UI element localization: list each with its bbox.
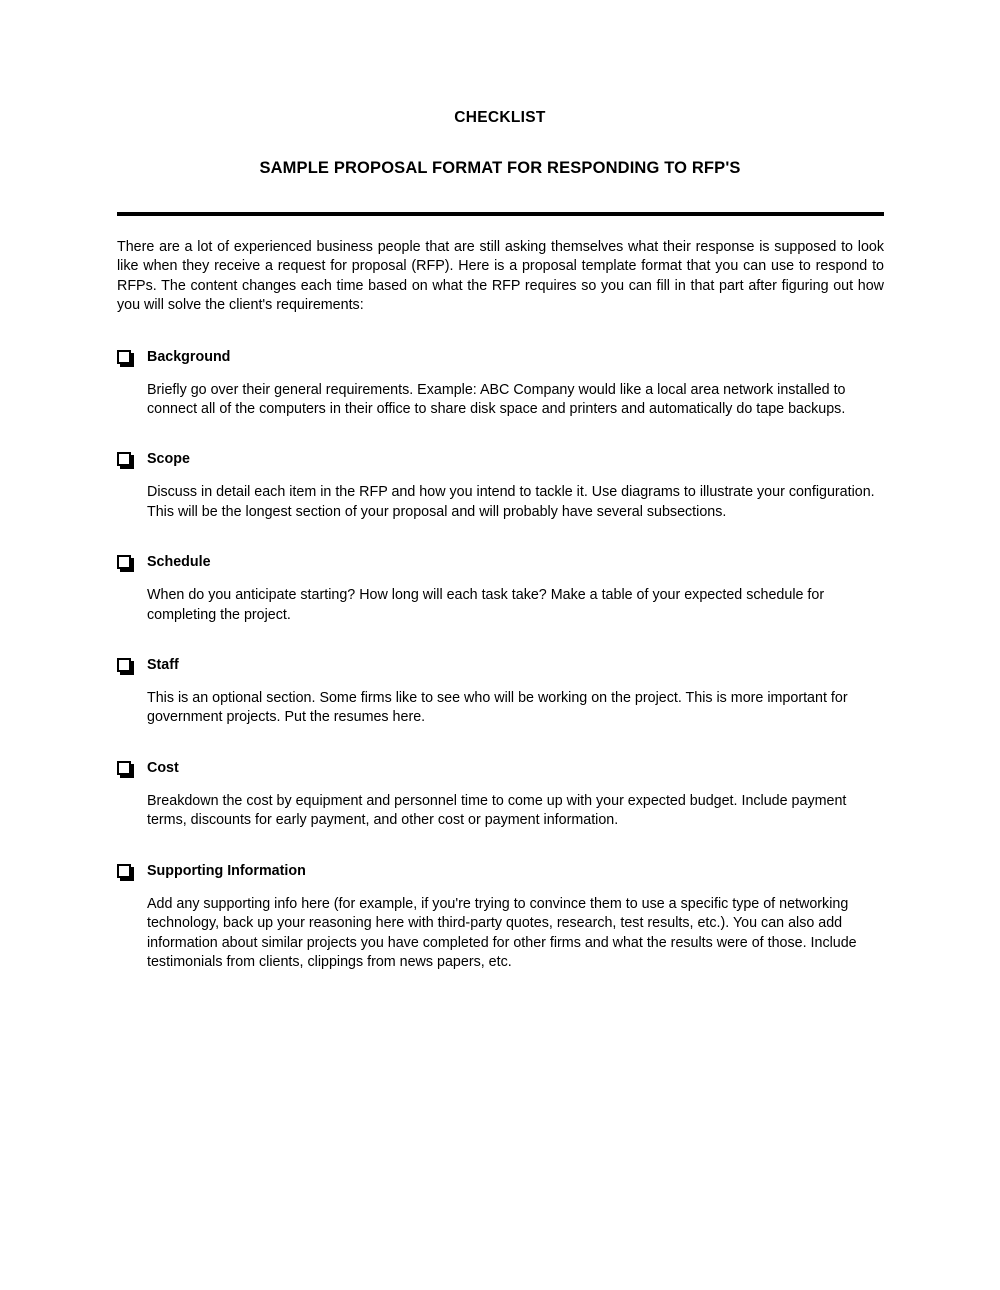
section-heading bbox=[117, 348, 884, 366]
section-label: Background bbox=[147, 348, 231, 365]
section-heading bbox=[117, 656, 884, 674]
section-staff bbox=[117, 656, 884, 728]
section-label: Supporting Information bbox=[147, 862, 306, 879]
section-schedule bbox=[117, 553, 884, 625]
checkbox-icon[interactable] bbox=[117, 452, 131, 466]
intro-paragraph: There are a lot of experienced business people that are still asking themselves what their response is supposed to look like when they receive a request for proposal (RFP). Here is a proposal template format that you can use to respond to RFPs. The content changes each time based on what the RFP requires so you can fill in that part after figuring out how you will solve the client's requirements: bbox=[117, 239, 884, 314]
page-title: CHECKLIST bbox=[454, 109, 546, 126]
checkbox-icon[interactable] bbox=[117, 658, 131, 672]
section-label: Scope bbox=[147, 451, 190, 468]
section-body: This is an optional section. Some firms like to see who will be working on the project. This is more important for government projects. Put the resumes here. bbox=[147, 690, 848, 726]
section-supporting-information bbox=[117, 862, 884, 973]
section-body: When do you anticipate starting? How long will each task take? Make a table of your expected schedule for completing the project. bbox=[147, 587, 825, 623]
title-block bbox=[0, 108, 1000, 179]
section-label: Staff bbox=[147, 657, 179, 674]
checkbox-icon[interactable] bbox=[117, 555, 131, 569]
section-body: Breakdown the cost by equipment and personnel time to come up with your expected budget. Include payment terms, discounts for early payment, and other cost or payment information. bbox=[147, 792, 847, 829]
section-cost bbox=[117, 759, 884, 831]
section-heading bbox=[117, 759, 884, 777]
section-body: Briefly go over their general requirements. Example: ABC Company would like a local area network installed to connect all of the computers in their office to share disk space and printers and automatically do tape backups. bbox=[147, 381, 846, 418]
section-heading bbox=[117, 553, 884, 571]
section-body: Discuss in detail each item in the RFP and how you intend to tackle it. Use diagrams to illustrate your configuration. This will be the longest section of your proposal and will probably have several subsections. bbox=[147, 484, 875, 520]
checkbox-icon[interactable] bbox=[117, 761, 131, 775]
section-label: Cost bbox=[147, 759, 179, 776]
document-content bbox=[117, 238, 884, 972]
header-divider bbox=[117, 212, 884, 216]
section-heading bbox=[117, 450, 884, 468]
checkbox-icon[interactable] bbox=[117, 864, 131, 878]
section-background bbox=[117, 348, 884, 420]
page-subtitle: SAMPLE PROPOSAL FORMAT FOR RESPONDING TO RFP'S bbox=[259, 159, 741, 177]
section-heading bbox=[117, 862, 884, 880]
section-scope bbox=[117, 450, 884, 522]
section-body: Add any supporting info here (for example, if you're trying to convince them to use a specific type of networking technology, back up your reasoning here with third-party quotes, research, test results, etc.). You can also add information about similar projects you have completed for other firms and what the results were of those. Include testimonials from clients, clippings from news papers, etc. bbox=[147, 895, 857, 970]
section-label: Schedule bbox=[147, 554, 211, 571]
checkbox-icon[interactable] bbox=[117, 350, 131, 364]
